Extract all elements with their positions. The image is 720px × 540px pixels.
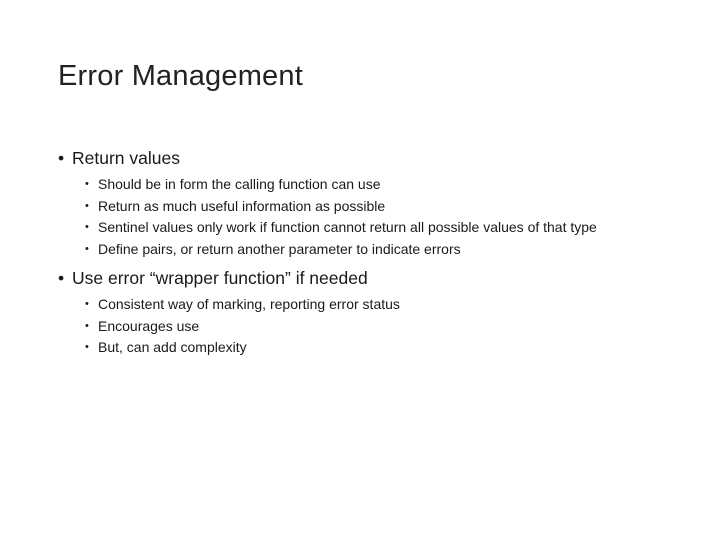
sub-bullet-text: Consistent way of marking, reporting error status [98,296,400,312]
sub-bullet-item [58,337,658,359]
bullet-text: Return values [72,148,180,168]
sub-bullet-list [58,294,678,359]
sub-bullet-item [58,239,658,261]
bullet-icon: • [58,148,65,168]
sub-bullet-item [58,196,658,218]
bullet-icon: • [85,319,89,332]
bullet-icon: • [85,221,89,233]
sub-bullet-item [58,294,658,316]
bullet-icon: • [85,341,89,353]
bullet-group-wrapper-function [58,266,678,359]
sub-bullet-item [58,174,658,196]
bullet-icon: • [85,298,89,310]
sub-bullet-text: Return as much useful information as possible [98,197,386,214]
bullet-item [58,266,678,290]
bullet-icon: • [85,199,89,212]
sub-bullet-text: Define pairs, or return another parameter to indicate errors [98,240,461,257]
bullet-icon: • [85,242,89,255]
bullet-icon: • [85,178,89,190]
bullet-icon: • [58,268,65,288]
bullet-text: Use error “wrapper function” if needed [72,268,368,288]
slide-content [58,146,678,359]
sub-bullet-item [58,217,658,239]
sub-bullet-text: Should be in form the calling function can use [98,176,381,192]
sub-bullet-text: Encourages use [98,317,200,334]
sub-bullet-item [58,316,658,338]
bullet-group-return-values [58,146,678,260]
slide-title: Error Management [58,60,303,92]
bullet-item [58,146,678,170]
sub-bullet-text: Sentinel values only work if function cannot return all possible values of that type [98,219,597,235]
sub-bullet-text: But, can add complexity [98,339,247,355]
sub-bullet-list [58,174,678,260]
